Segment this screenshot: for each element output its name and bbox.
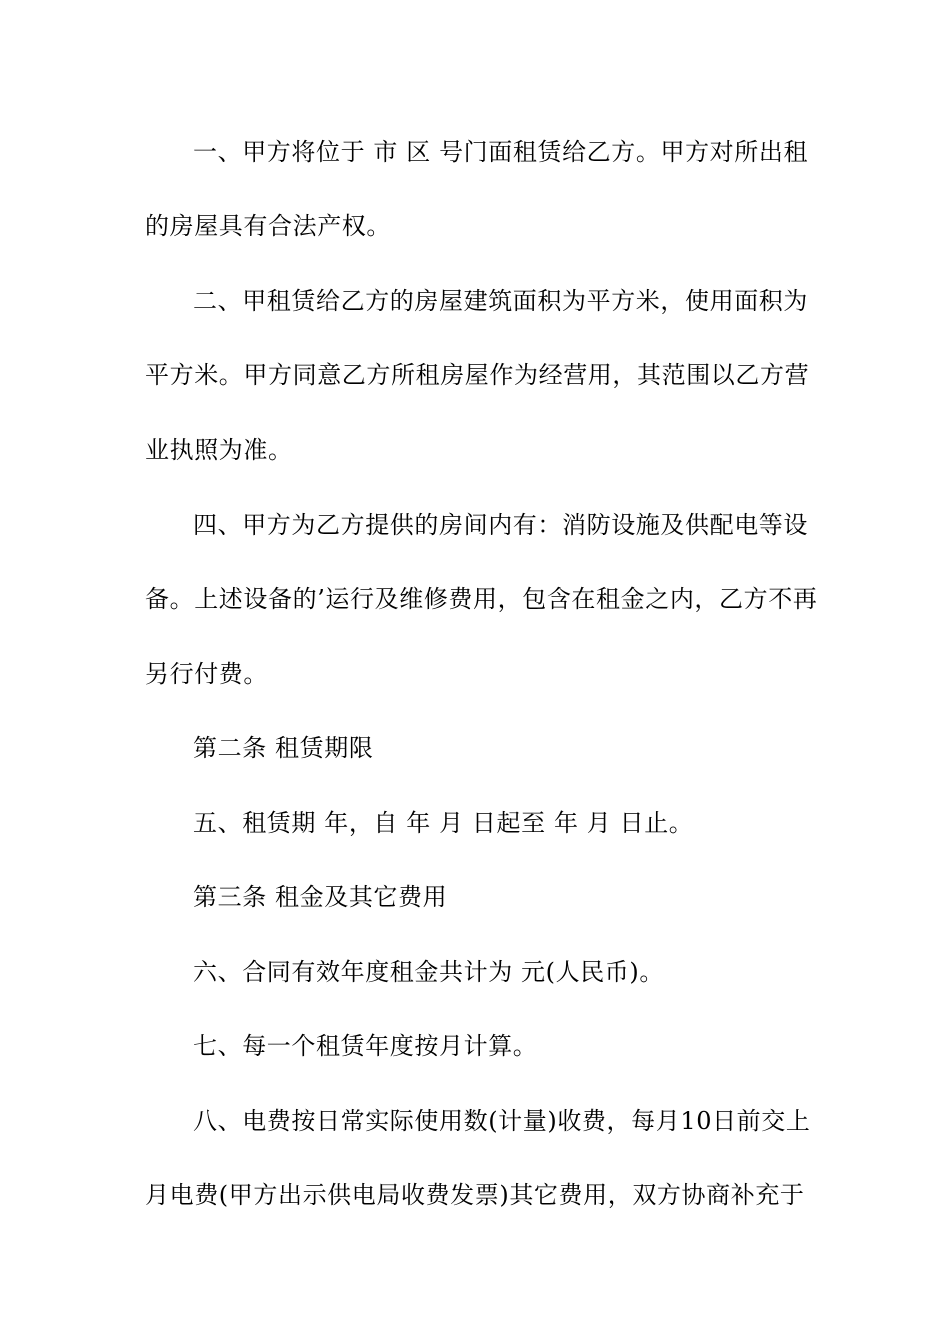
clause-2-line-3: 业执照为准。	[145, 436, 293, 464]
clause-4-line-1: 四、甲方为乙方提供的房间内有：消防设施及供配电等设	[193, 511, 808, 539]
article-3-heading: 第三条 租金及其它费用	[193, 883, 448, 911]
clause-1-line-2: 的房屋具有合法产权。	[145, 212, 391, 240]
clause-8-line-2: 月电费(甲方出示供电局收费发票)其它费用，双方协商补充于	[145, 1181, 805, 1209]
clause-6-line-1: 六、合同有效年度租金共计为 元(人民币)。	[193, 958, 664, 986]
clause-2-line-1: 二、甲租赁给乙方的房屋建筑面积为平方米，使用面积为	[193, 287, 808, 315]
clause-5-line-1: 五、租赁期 年，自 年 月 日起至 年 月 日止。	[193, 809, 694, 837]
clause-4-line-3: 另行付费。	[145, 660, 268, 688]
clause-7-line-1: 七、每一个租赁年度按月计算。	[193, 1032, 538, 1060]
article-2-heading: 第二条 租赁期限	[193, 734, 374, 762]
clause-2-line-2: 平方米。甲方同意乙方所租房屋作为经营用，其范围以乙方营	[145, 361, 810, 389]
clause-8-line-1: 八、电费按日常实际使用数(计量)收费，每月10日前交上	[193, 1107, 811, 1135]
clause-4-line-2: 备。上述设备的’运行及维修费用，包含在租金之内，乙方不再	[145, 585, 818, 613]
clause-1-line-1: 一、甲方将位于 市 区 号门面租赁给乙方。甲方对所出租	[193, 138, 809, 166]
